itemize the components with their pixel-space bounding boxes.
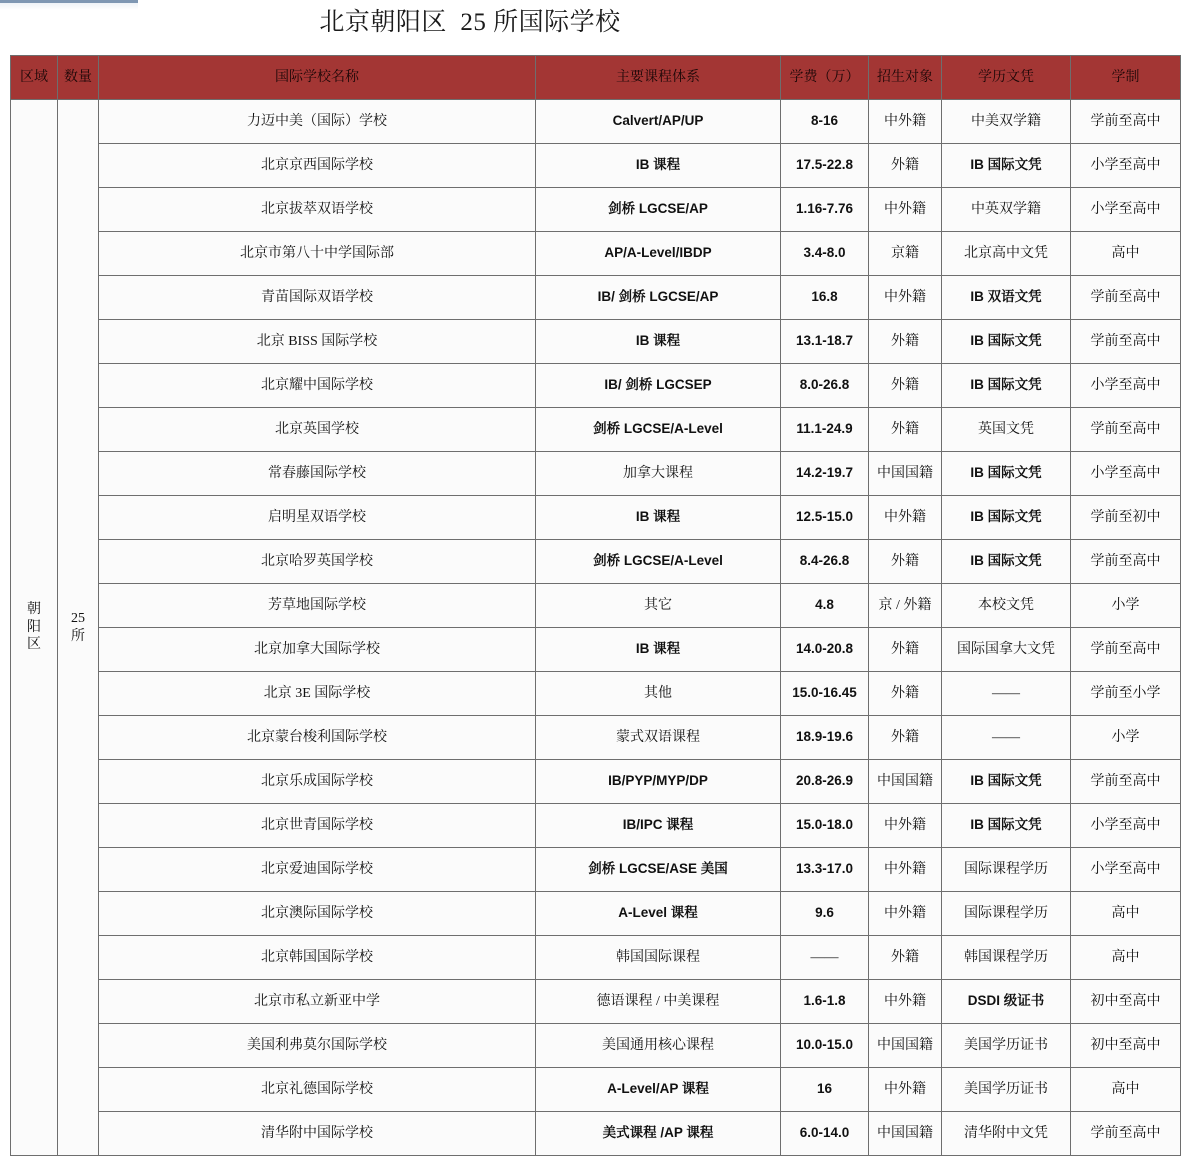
table-row <box>11 584 1181 628</box>
cell-diploma: IB 国际文凭 <box>942 760 1071 804</box>
table-row <box>11 672 1181 716</box>
cell-diploma: 北京高中文凭 <box>942 232 1071 276</box>
cell-school-name: 北京市第八十中学国际部 <box>99 232 536 276</box>
cell-system: 高中 <box>1071 892 1181 936</box>
cell-school-name: 北京世青国际学校 <box>99 804 536 848</box>
cell-admission: 中国国籍 <box>869 452 942 496</box>
cell-tuition: 12.5-15.0 <box>781 496 869 540</box>
cell-tuition: 11.1-24.9 <box>781 408 869 452</box>
cell-diploma: IB 国际文凭 <box>942 496 1071 540</box>
cell-tuition: 3.4-8.0 <box>781 232 869 276</box>
cell-system: 学前至高中 <box>1071 540 1181 584</box>
cell-admission: 京籍 <box>869 232 942 276</box>
cell-school-name: 清华附中国际学校 <box>99 1112 536 1156</box>
table-row <box>11 980 1181 1024</box>
international-schools-table <box>10 55 1181 1156</box>
cell-system: 高中 <box>1071 1068 1181 1112</box>
region-char: 区 <box>27 637 41 653</box>
table-row <box>11 628 1181 672</box>
cell-system: 学前至高中 <box>1071 276 1181 320</box>
school-table-container <box>10 55 1161 1156</box>
column-header-school-name[interactable]: 国际学校名称 <box>99 56 536 100</box>
column-header-count[interactable]: 数量 <box>58 56 99 100</box>
cell-diploma: 国际国拿大文凭 <box>942 628 1071 672</box>
cell-admission: 中国国籍 <box>869 1112 942 1156</box>
cell-diploma: 韩国课程学历 <box>942 936 1071 980</box>
cell-tuition: 1.16-7.76 <box>781 188 869 232</box>
cell-system: 学前至高中 <box>1071 760 1181 804</box>
cell-admission: 中国国籍 <box>869 760 942 804</box>
cell-admission: 中外籍 <box>869 980 942 1024</box>
table-row <box>11 540 1181 584</box>
cell-admission: 中外籍 <box>869 100 942 144</box>
cell-diploma: IB 国际文凭 <box>942 364 1071 408</box>
cell-tuition: 4.8 <box>781 584 869 628</box>
cell-curriculum: IB/IPC 课程 <box>536 804 781 848</box>
cell-admission: 外籍 <box>869 628 942 672</box>
cell-diploma: DSDI 级证书 <box>942 980 1071 1024</box>
cell-curriculum: IB 课程 <box>536 144 781 188</box>
cell-system: 学前至高中 <box>1071 1112 1181 1156</box>
cell-admission: 中外籍 <box>869 848 942 892</box>
cell-diploma: 中美双学籍 <box>942 100 1071 144</box>
cell-school-name: 北京哈罗英国学校 <box>99 540 536 584</box>
cell-system: 小学 <box>1071 716 1181 760</box>
cell-diploma: —— <box>942 672 1071 716</box>
cell-system: 初中至高中 <box>1071 1024 1181 1068</box>
cell-curriculum: 韩国国际课程 <box>536 936 781 980</box>
cell-school-name: 北京 3E 国际学校 <box>99 672 536 716</box>
table-header <box>11 56 1181 100</box>
cell-tuition: 8.4-26.8 <box>781 540 869 584</box>
table-row <box>11 496 1181 540</box>
cell-count <box>58 100 99 1156</box>
cell-tuition: 10.0-15.0 <box>781 1024 869 1068</box>
column-header-admission[interactable]: 招生对象 <box>869 56 942 100</box>
cell-school-name: 北京市私立新亚中学 <box>99 980 536 1024</box>
page-title: 北京朝阳区 25 所国际学校 <box>319 9 621 36</box>
cell-tuition: 15.0-16.45 <box>781 672 869 716</box>
cell-system: 小学至高中 <box>1071 452 1181 496</box>
cell-admission: 中外籍 <box>869 188 942 232</box>
cell-tuition: 16 <box>781 1068 869 1112</box>
cell-curriculum: IB 课程 <box>536 496 781 540</box>
table-row <box>11 1068 1181 1112</box>
cell-system: 学前至高中 <box>1071 100 1181 144</box>
table-row <box>11 892 1181 936</box>
cell-admission: 中外籍 <box>869 892 942 936</box>
cell-school-name: 北京礼德国际学校 <box>99 1068 536 1112</box>
cell-curriculum: IB 课程 <box>536 320 781 364</box>
cell-school-name: 青苗国际双语学校 <box>99 276 536 320</box>
column-header-region[interactable]: 区域 <box>11 56 58 100</box>
table-row <box>11 848 1181 892</box>
table-row <box>11 936 1181 980</box>
cell-curriculum: 加拿大课程 <box>536 452 781 496</box>
column-header-diploma[interactable]: 学历文凭 <box>942 56 1071 100</box>
cell-curriculum: 剑桥 LGCSE/ASE 美国 <box>536 848 781 892</box>
cell-system: 高中 <box>1071 936 1181 980</box>
cell-tuition: 20.8-26.9 <box>781 760 869 804</box>
cell-curriculum: 美式课程 /AP 课程 <box>536 1112 781 1156</box>
cell-school-name: 北京韩国国际学校 <box>99 936 536 980</box>
table-row <box>11 364 1181 408</box>
table-row <box>11 100 1181 144</box>
cell-system: 学前至高中 <box>1071 408 1181 452</box>
column-header-system[interactable]: 学制 <box>1071 56 1181 100</box>
cell-curriculum: Calvert/AP/UP <box>536 100 781 144</box>
table-row <box>11 144 1181 188</box>
cell-curriculum: 剑桥 LGCSE/AP <box>536 188 781 232</box>
cell-tuition: 16.8 <box>781 276 869 320</box>
cell-curriculum: 剑桥 LGCSE/A-Level <box>536 408 781 452</box>
cell-curriculum: 德语课程 / 中美课程 <box>536 980 781 1024</box>
cell-tuition: 14.0-20.8 <box>781 628 869 672</box>
cell-curriculum: IB 课程 <box>536 628 781 672</box>
cell-diploma: IB 国际文凭 <box>942 144 1071 188</box>
cell-diploma: 清华附中文凭 <box>942 1112 1071 1156</box>
column-header-tuition[interactable]: 学费（万） <box>781 56 869 100</box>
cell-school-name: 北京英国学校 <box>99 408 536 452</box>
cell-diploma: 国际课程学历 <box>942 892 1071 936</box>
cell-school-name: 北京加拿大国际学校 <box>99 628 536 672</box>
region-char: 阳 <box>27 619 41 635</box>
cell-admission: 外籍 <box>869 320 942 364</box>
cell-admission: 中外籍 <box>869 276 942 320</box>
cell-system: 学前至高中 <box>1071 628 1181 672</box>
cell-curriculum: 蒙式双语课程 <box>536 716 781 760</box>
cell-system: 学前至小学 <box>1071 672 1181 716</box>
cell-school-name: 北京蒙台梭利国际学校 <box>99 716 536 760</box>
table-body <box>11 100 1181 1156</box>
cell-school-name: 常春藤国际学校 <box>99 452 536 496</box>
cell-diploma: IB 双语文凭 <box>942 276 1071 320</box>
table-row <box>11 232 1181 276</box>
cell-admission: 外籍 <box>869 364 942 408</box>
cell-curriculum: 其它 <box>536 584 781 628</box>
count-line: 25 <box>71 611 85 626</box>
cell-system: 学前至高中 <box>1071 320 1181 364</box>
cell-tuition: 14.2-19.7 <box>781 452 869 496</box>
count-line: 所 <box>71 628 85 644</box>
table-row <box>11 188 1181 232</box>
cell-diploma: IB 国际文凭 <box>942 804 1071 848</box>
cell-diploma: 美国学历证书 <box>942 1068 1071 1112</box>
cell-diploma: IB 国际文凭 <box>942 452 1071 496</box>
table-row <box>11 276 1181 320</box>
table-row <box>11 408 1181 452</box>
cell-school-name: 启明星双语学校 <box>99 496 536 540</box>
column-header-curriculum[interactable]: 主要课程体系 <box>536 56 781 100</box>
cell-admission: 外籍 <box>869 716 942 760</box>
table-header-row <box>11 56 1181 100</box>
cell-system: 小学至高中 <box>1071 848 1181 892</box>
cell-admission: 中外籍 <box>869 496 942 540</box>
cell-admission: 京 / 外籍 <box>869 584 942 628</box>
cell-admission: 外籍 <box>869 672 942 716</box>
cell-system: 小学至高中 <box>1071 144 1181 188</box>
cell-tuition: —— <box>781 936 869 980</box>
table-row <box>11 452 1181 496</box>
cell-curriculum: IB/ 剑桥 LGCSEP <box>536 364 781 408</box>
table-row <box>11 1112 1181 1156</box>
cell-school-name: 北京乐成国际学校 <box>99 760 536 804</box>
cell-tuition: 13.3-17.0 <box>781 848 869 892</box>
cell-tuition: 18.9-19.6 <box>781 716 869 760</box>
cell-diploma: —— <box>942 716 1071 760</box>
cell-admission: 外籍 <box>869 144 942 188</box>
cell-diploma: 中英双学籍 <box>942 188 1071 232</box>
table-row <box>11 320 1181 364</box>
cell-admission: 外籍 <box>869 540 942 584</box>
cell-system: 小学至高中 <box>1071 804 1181 848</box>
cell-admission: 中国国籍 <box>869 1024 942 1068</box>
cell-diploma: IB 国际文凭 <box>942 320 1071 364</box>
cell-tuition: 9.6 <box>781 892 869 936</box>
cell-system: 小学至高中 <box>1071 364 1181 408</box>
table-row <box>11 760 1181 804</box>
cell-school-name: 北京澳际国际学校 <box>99 892 536 936</box>
cell-tuition: 8.0-26.8 <box>781 364 869 408</box>
cell-system: 学前至初中 <box>1071 496 1181 540</box>
cell-curriculum: 其他 <box>536 672 781 716</box>
cell-admission: 外籍 <box>869 408 942 452</box>
cell-admission: 中外籍 <box>869 1068 942 1112</box>
cell-school-name: 美国利弗莫尔国际学校 <box>99 1024 536 1068</box>
cell-system: 小学 <box>1071 584 1181 628</box>
cell-school-name: 北京耀中国际学校 <box>99 364 536 408</box>
region-char: 朝 <box>27 602 41 618</box>
cell-diploma: 美国学历证书 <box>942 1024 1071 1068</box>
cell-region <box>11 100 58 1156</box>
cell-diploma: IB 国际文凭 <box>942 540 1071 584</box>
cell-school-name: 芳草地国际学校 <box>99 584 536 628</box>
cell-curriculum: IB/ 剑桥 LGCSE/AP <box>536 276 781 320</box>
table-row <box>11 804 1181 848</box>
cell-system: 初中至高中 <box>1071 980 1181 1024</box>
cell-tuition: 15.0-18.0 <box>781 804 869 848</box>
cell-diploma: 本校文凭 <box>942 584 1071 628</box>
cell-diploma: 英国文凭 <box>942 408 1071 452</box>
cell-tuition: 6.0-14.0 <box>781 1112 869 1156</box>
cell-tuition: 17.5-22.8 <box>781 144 869 188</box>
cell-school-name: 北京爱迪国际学校 <box>99 848 536 892</box>
cell-school-name: 北京 BISS 国际学校 <box>99 320 536 364</box>
cell-admission: 外籍 <box>869 936 942 980</box>
cell-tuition: 13.1-18.7 <box>781 320 869 364</box>
cell-tuition: 8-16 <box>781 100 869 144</box>
cell-school-name: 力迈中美（国际）学校 <box>99 100 536 144</box>
cell-system: 高中 <box>1071 232 1181 276</box>
cell-curriculum: 剑桥 LGCSE/A-Level <box>536 540 781 584</box>
cell-diploma: 国际课程学历 <box>942 848 1071 892</box>
table-row <box>11 1024 1181 1068</box>
table-row <box>11 716 1181 760</box>
cell-school-name: 北京拔萃双语学校 <box>99 188 536 232</box>
cell-curriculum: 美国通用核心课程 <box>536 1024 781 1068</box>
cell-curriculum: A-Level/AP 课程 <box>536 1068 781 1112</box>
cell-tuition: 1.6-1.8 <box>781 980 869 1024</box>
cell-curriculum: AP/A-Level/IBDP <box>536 232 781 276</box>
cell-curriculum: IB/PYP/MYP/DP <box>536 760 781 804</box>
cell-system: 小学至高中 <box>1071 188 1181 232</box>
cell-admission: 中外籍 <box>869 804 942 848</box>
cell-school-name: 北京京西国际学校 <box>99 144 536 188</box>
cell-curriculum: A-Level 课程 <box>536 892 781 936</box>
